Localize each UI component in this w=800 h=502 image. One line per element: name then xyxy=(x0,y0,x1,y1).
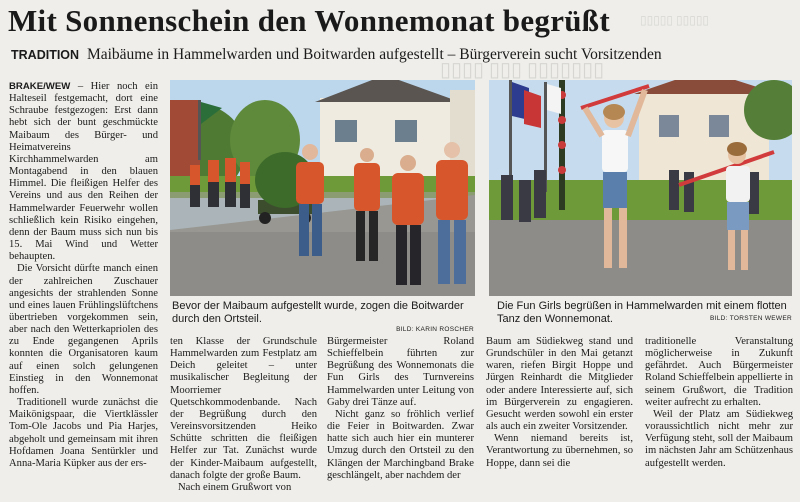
article-column-1 xyxy=(9,81,158,470)
paragraph: Nicht ganz so fröhlich verlief die Feier in Boitwarden. Zwar hatte sich auch hier ein munterer Umzug durch den Ortsteil zu den Klängen der Marchingband Brake geschlängelt, aber nachdem der xyxy=(327,408,474,481)
article-column-3 xyxy=(327,336,474,482)
paragraph: Bürgermeister Roland Schieffelbein führten zur Begrüßung des Wonnemonats die Fun Girls des Turnvereins Hammelwarden unter Leitung von Gaby drei Tänze auf. xyxy=(327,336,474,408)
paragraph: BRAKE/WEW – Hier noch ein Halteseil festgemacht, dort eine Schraube festgezogen: Erst dann hebt sich der bunt geschmückte Maibaum des Bürger- und Heimatvereins Kirchhammelwarden am Montagabend in den blauen Himmel. Die fleißigen Helfer des Vereins und aus den Reihen der Hammelwarder Feuerwehr wollen schließlich kein Risiko eingehen, denn der Baum muss sich nun bis 15. Mai Wind und Wetter behaupten. xyxy=(9,81,158,263)
photo-caption: Die Fun Girls begrüßen in Hammelwarden mit einem flotten Tanz den Wonnemonat. xyxy=(497,300,787,325)
photo-credit: BILD: KARIN ROSCHER xyxy=(396,326,474,333)
paragraph: Baum am Südiekweg stand und Grundschüler in den Mai getanzt waren, riefen Birgit Hoppe und Jürgen Reinhardt die Mitglieder oder andere Interessierte auf, sich im Bürgerverein zu engagieren. Gesucht werden sowohl ein erster als auch ein zweiter Vorsitzender. xyxy=(486,336,633,433)
bleed-through-background: ▯▯▯▯ ▯▯▯ ▯▯▯▯▯▯▯ ▯▯▯▯▯ ▯▯▯▯▯ xyxy=(440,13,710,81)
photo-parade-boitwarden xyxy=(170,80,475,296)
paragraph: ten Klasse der Grundschule Hammelwarden zum Festplatz am Deich geleitet – unter musikalischer Begleitung der Moorriemer Quetschkommodenbande. Nach der Begrüßung durch den Vereinsvorsitzenden Heiko Schütte schritten die fleißigen Helfer zur Tat. Zunächst wurde der Kinder-Maibaum aufgestellt, danach folgte der große Baum. xyxy=(170,336,317,481)
photo-caption: Bevor der Maibaum aufgestellt wurde, zogen die Boitwarder durch den Ortsteil. xyxy=(172,300,464,325)
photo-fun-girls-hammelwarden xyxy=(489,80,792,296)
article-column-2 xyxy=(170,336,317,494)
paragraph: Die Vorsicht dürfte manch einen der zahlreichen Zuschauer angesichts der strahlenden Sonne und eines lauen Frühlingslüftchens übertrieben vorgekommen sein, aber nach den Wetterkapriolen des zu Ende gegangenen Aprils konnten die Organisatoren kaum auf einen solch gelungenen Einstieg in den Wonnemonat hoffen. xyxy=(9,263,158,396)
subheadline-row xyxy=(11,46,662,64)
paragraph: Weil der Platz am Südiekweg voraussichtlich nicht mehr zur Verfügung steht, soll der Maibaum im nächsten Jahr am Schützenhaus aufgestellt werden. xyxy=(645,408,793,469)
paragraph: Traditionell wurde zunächst die Maikönigspaar, die Viertklässler Tom-Ole Jacobs und Pia Harjes, abgeholt und gemeinsam mit ihren Hofdamen Joana Sentürkler und Anna-Maria Küpker aus der ers- xyxy=(9,397,158,469)
paragraph: Nach einem Grußwort von xyxy=(178,481,292,493)
article-column-5 xyxy=(645,336,793,470)
headline: Mit Sonnenschein den Wonnemonat begrüßt xyxy=(8,3,610,38)
article-column-4 xyxy=(486,336,633,470)
kicker-label: TRADITION xyxy=(11,48,80,62)
dateline: BRAKE/WEW xyxy=(9,81,71,92)
photo-credit: BILD: TORSTEN WEWER xyxy=(709,315,792,322)
paragraph: traditionelle Veranstaltung möglicherweise in Zukunft gefährdet. Auch Bürgermeister Roland Schieffelbein appellierte in seinem Grußwort, die Tradition weiter aufrecht zu erhalten. xyxy=(645,336,793,408)
paragraph: Wenn niemand bereits ist, Verantwortung zu übernehmen, so Hoppe, dann sei die xyxy=(486,433,633,469)
subheadline: Maibäume in Hammelwarden und Boitwarden aufgestellt – Bürgerverein sucht Vorsitzenden xyxy=(86,46,662,63)
